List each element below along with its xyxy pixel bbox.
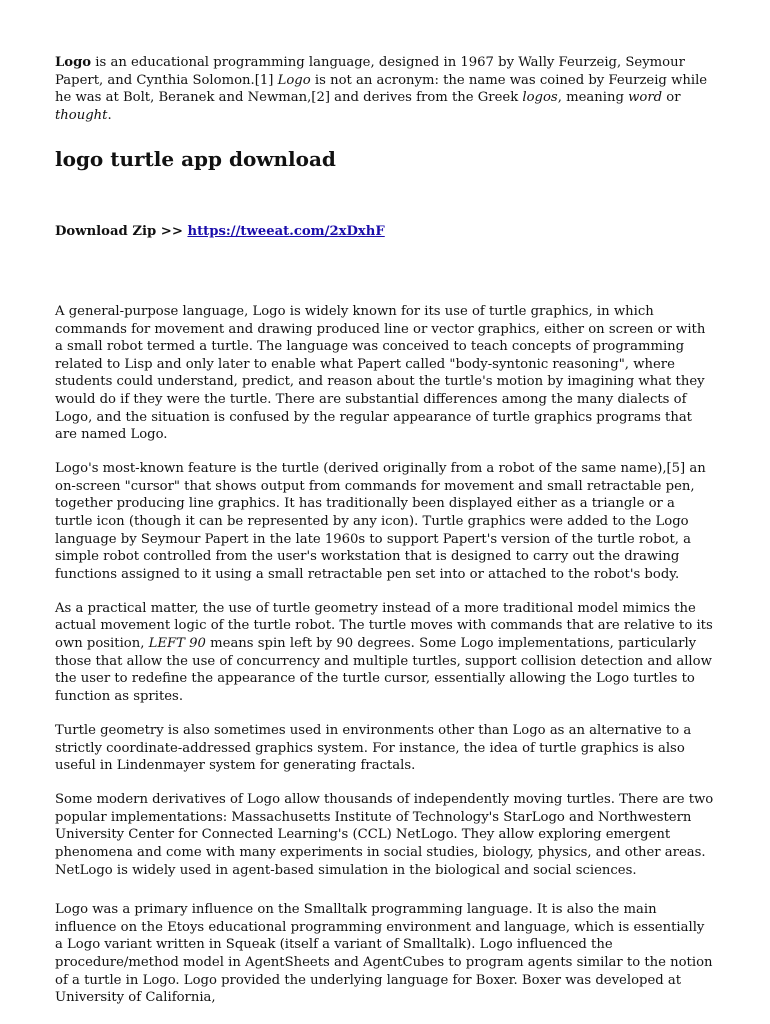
intro-text-5: . (107, 107, 112, 123)
intro-word: word (628, 90, 663, 106)
intro-thought: thought (55, 107, 108, 123)
page-title: logo turtle app download (55, 147, 336, 172)
intro-text-4: or (662, 90, 681, 106)
paragraph-modern-derivatives: Some modern derivatives of Logo allow thousands of independently moving turtles. There are two popular implementations: Massachusetts Institute of Technology's StarLogo and Northwestern University Center for Connected Learning's (CCL) NetLogo. They allow exploring emergent phenomena and come with many experiments in social studies, biology, physics, and other areas. NetLogo is widely used in agent-based simulation in the biological and social sciences. (55, 792, 714, 878)
intro-term: Logo (55, 55, 92, 70)
intro-text-3: , meaning (557, 90, 629, 106)
paragraph-3-text-b: means spin left by 90 degrees. Some Logo implementations, particularly those that allow the use of concurrency and multiple turtles, support collision detection and allow the user to redefine the appearance of the turtle cursor, essentially allowing the Logo turtles to function as sprites. (55, 636, 712, 704)
intro-text-1: is an educational programming language, designed in 1967 by Wally Feurzeig, Seymour Papert, and Cynthia Solomon.[1] (55, 55, 685, 88)
intro-paragraph (55, 54, 715, 124)
paragraph-turtle-feature: Logo's most-known feature is the turtle (derived originally from a robot of the same name),[5] an on-screen "cursor" that shows output from commands for movement and small retractable pen, together producing line graphics. It has traditionally been displayed either as a triangle or a turtle icon (though it can be represented by any icon). Turtle graphics were added to the Logo language by Seymour Papert in the late 1960s to support Papert's version of the turtle robot, a simple robot controlled from the user's workstation that is designed to carry out the drawing functions assigned to it using a small retractable pen set into or attached to the robot's body. (55, 461, 706, 582)
paragraph-lindenmayer: Turtle geometry is also sometimes used in environments other than Logo as an alternative to a strictly coordinate-addressed graphics system. For instance, the idea of turtle graphics is also useful in Lindenmayer system for generating fractals. (55, 722, 692, 774)
download-line (55, 223, 715, 241)
paragraph-smalltalk-influence: Logo was a primary influence on the Smalltalk programming language. It is also the main influence on the Etoys educational programming environment and language, which is essentially a Logo variant written in Squeak (itself a variant of Smalltalk). Logo influenced the procedure/method model in AgentSheets and AgentCubes to program agents similar to the notion of a turtle in Logo. Logo provided the underlying language for Boxer. Boxer was developed at University of California, (55, 902, 713, 1006)
article-body (55, 303, 715, 1007)
paragraph-turtle-graphics: A general-purpose language, Logo is widely known for its use of turtle graphics, in which commands for movement and drawing produced line or vector graphics, either on screen or with a small robot termed a turtle. The language was conceived to teach concepts of programming related to Lisp and only later to enable what Papert called "body-syntonic reasoning", where students could understand, predict, and reason about the turtle's motion by imagining what they would do if they were the turtle. There are substantial differences among the many dialects of Logo, and the situation is confused by the regular appearance of turtle graphics programs that are named Logo. (55, 303, 706, 443)
document-page (55, 54, 715, 1023)
intro-term-italic: Logo (277, 72, 311, 88)
paragraph-3-text-a: As a practical matter, the use of turtle geometry instead of a more traditional model mimics the actual movement logic of the turtle robot. The turtle moves with commands that are relative to its own position, (55, 600, 713, 652)
intro-text-2: is not an acronym: the name was coined by Feurzeig while he was at Bolt, Beranek and Newman,[2] and derives from the Greek (55, 72, 708, 106)
download-label: Download Zip >> (55, 224, 188, 240)
paragraph-turtle-geometry (55, 600, 715, 706)
paragraph-3-command: LEFT 90 (148, 636, 206, 652)
download-link[interactable]: https://tweeat.com/2xDxhF (187, 224, 385, 240)
intro-logos: logos (522, 90, 558, 106)
